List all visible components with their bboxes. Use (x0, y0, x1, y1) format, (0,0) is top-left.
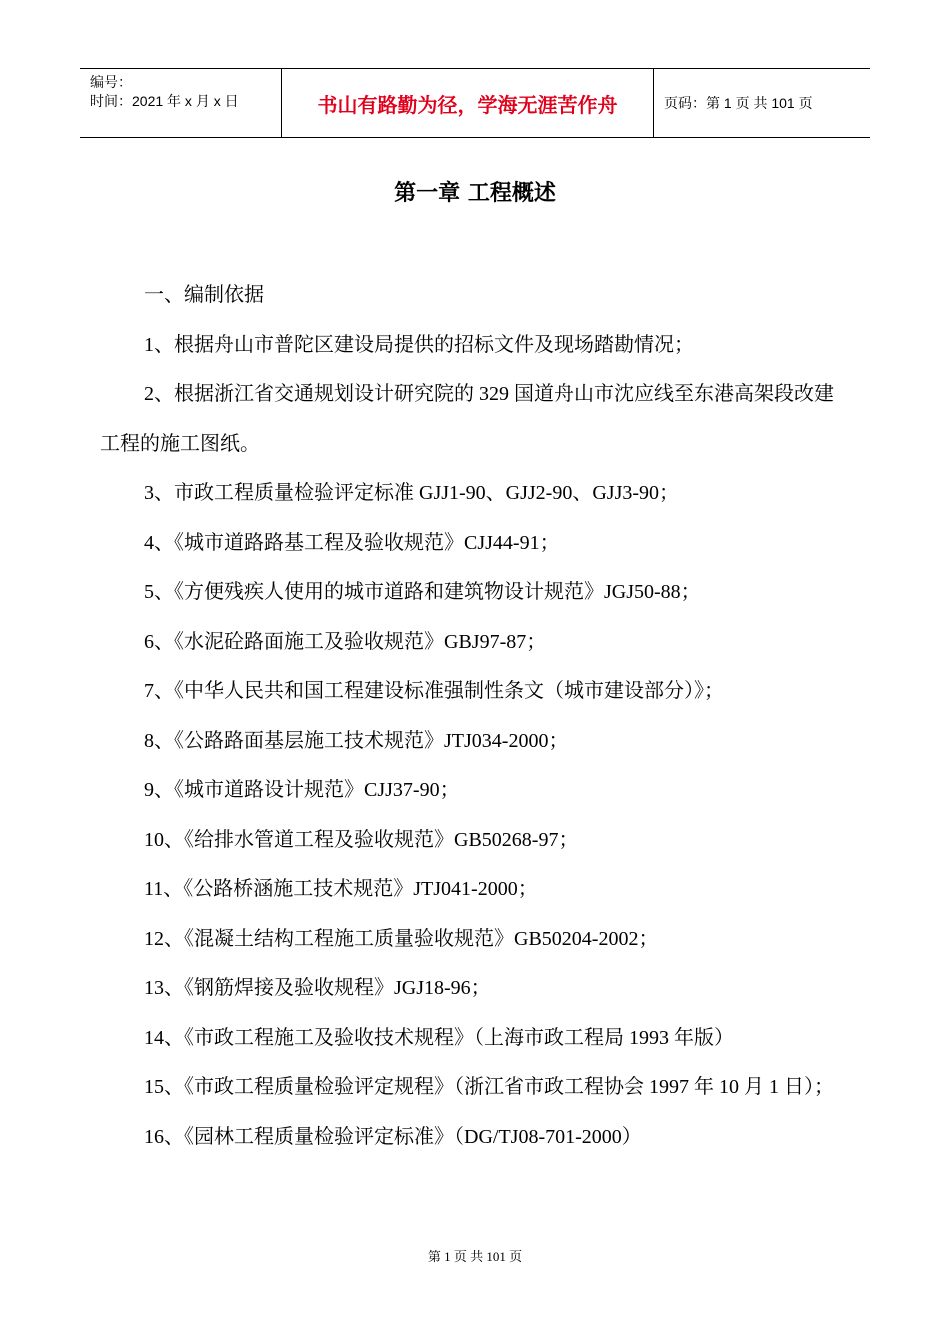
basis-item: 11、《公路桥涵施工技术规范》JTJ041-2000； (144, 878, 538, 900)
basis-item: 1、根据舟山市普陀区建设局提供的招标文件及现场踏勘情况； (144, 333, 694, 356)
basis-item: 7、《中华人民共和国工程建设标准强制性条文（城市建设部分）》； (144, 680, 724, 702)
basis-item: 10、《给排水管道工程及验收规范》GB50268-97； (144, 828, 579, 851)
basis-item: 4、《城市道路路基工程及验收规范》CJJ44-91； (144, 531, 560, 554)
header-motto: 书山有路勤为径，学海无涯苦作舟 (281, 69, 654, 137)
basis-item: 3、市政工程质量检验评定标准 GJJ1-90、GJJ2-90、GJJ3-90； (144, 482, 680, 504)
basis-item: 9、《城市道路设计规范》CJJ37-90； (144, 779, 460, 801)
chapter-title: 第一章 工程概述 (394, 181, 556, 206)
basis-item: 16、《园林工程质量检验评定标准》（DG/TJ08-701-2000） (144, 1125, 642, 1148)
basis-item: 12、《混凝土结构工程施工质量验收规范》GB50204-2002； (144, 927, 659, 950)
basis-item: 5、《方便残疾人使用的城市道路和建筑物设计规范》JGJ50-88； (144, 581, 701, 603)
document-time-label: 时间：2021 年 x 月 x 日 (90, 93, 239, 109)
basis-item: 14、《市政工程施工及验收技术规程》（上海市政工程局 1993 年版） (144, 1026, 734, 1049)
basis-item: 15、《市政工程质量检验评定规程》（浙江省市政工程协会 1997 年 10 月 1 日）； (144, 1076, 834, 1098)
document-number-label: 编号： (90, 74, 132, 90)
document-body (100, 271, 852, 1162)
header-meta-cell (80, 69, 281, 137)
basis-item: 8、《公路路面基层施工技术规范》JTJ034-2000； (144, 729, 569, 752)
heading-basis: 一、编制依据 (144, 284, 264, 306)
header-page-info: 页码：第 1 页 共 101 页 (664, 95, 813, 111)
page-footer: 第 1 页 共 101 页 (427, 1249, 523, 1264)
basis-item: 2、根据浙江省交通规划设计研究院的 329 国道舟山市沈应线至东港高架段改建工程的施工图纸。 (100, 383, 834, 455)
basis-item: 13、《钢筋焊接及验收规程》JGJ18-96； (144, 977, 491, 999)
basis-item: 6、《水泥砼路面施工及验收规范》GBJ97-87； (144, 630, 547, 653)
header-table (80, 68, 870, 138)
